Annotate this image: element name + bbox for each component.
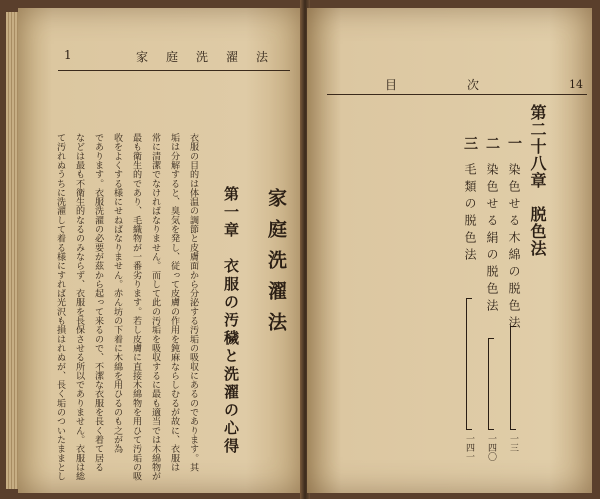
toc-item-title: 毛類の脱色法 xyxy=(463,163,477,265)
toc-item-page: 一三 xyxy=(508,434,518,452)
body-line: であります。衣服洗濯の必要が茲から起って来るので、不潔な衣服を長く着て居る xyxy=(93,133,104,472)
right-header-page-number: 14 xyxy=(569,78,583,91)
toc-item-number: 二 xyxy=(484,136,500,150)
chapter-heading: 第一章 衣服の汚穢と洗濯の心得 xyxy=(222,186,240,456)
toc-item-number: 三 xyxy=(462,136,478,150)
toc-leader-bracket xyxy=(466,298,472,430)
toc-chapter-title: 第二十八章 脱色法 xyxy=(528,104,547,257)
toc-item-number: 一 xyxy=(506,136,522,150)
toc-leader-bracket xyxy=(488,338,494,430)
left-running-head: 家庭洗濯法 xyxy=(136,50,287,64)
toc-item-title: 染色せる木綿の脱色法 xyxy=(507,163,521,333)
body-line: 衣服の目的は体温の調節と皮膚面から分泌する汚垢の吸収にあるのであります。其 xyxy=(188,133,199,472)
left-header-rule xyxy=(58,70,290,71)
body-line: 收をよくする様にせねばなりません。赤ん坊の下着に木綿を用ひるのも之が為 xyxy=(112,133,123,454)
body-line: 常に清潔でなければなりません。而して此の汚垢を吸収するに最も適当では木綿物が xyxy=(150,133,161,481)
right-header-rule xyxy=(327,94,587,95)
body-line: などは最も不衛生的なるのみならず、衣服を長保させる所以でありません。衣服は総 xyxy=(74,133,85,481)
book-title: 家庭洗濯法 xyxy=(265,188,287,343)
body-line: 垢は分解すると、臭気を発し、従って皮膚の作用を鈍麻ならしむるが故に、衣服は xyxy=(169,133,180,472)
body-line: 最も衛生的であり、毛織物が一番劣ります。若し皮膚に直接木綿物を用ひて汚垢の吸 xyxy=(131,133,142,481)
body-line: て汚れぬうちに洗濯して着る様にすれば光沢も損はれぬが、長く垢のついたままとし xyxy=(55,133,66,481)
left-page xyxy=(18,8,303,493)
toc-leader-bracket xyxy=(510,326,516,430)
right-page xyxy=(307,8,592,493)
toc-item-page: 一四〇 xyxy=(486,434,496,461)
left-header-page-number: 1 xyxy=(64,48,72,62)
right-running-head: 目次 xyxy=(385,78,550,92)
toc-item-page: 一四一 xyxy=(464,434,474,461)
toc-item-title: 染色せる絹の脱色法 xyxy=(485,163,499,316)
